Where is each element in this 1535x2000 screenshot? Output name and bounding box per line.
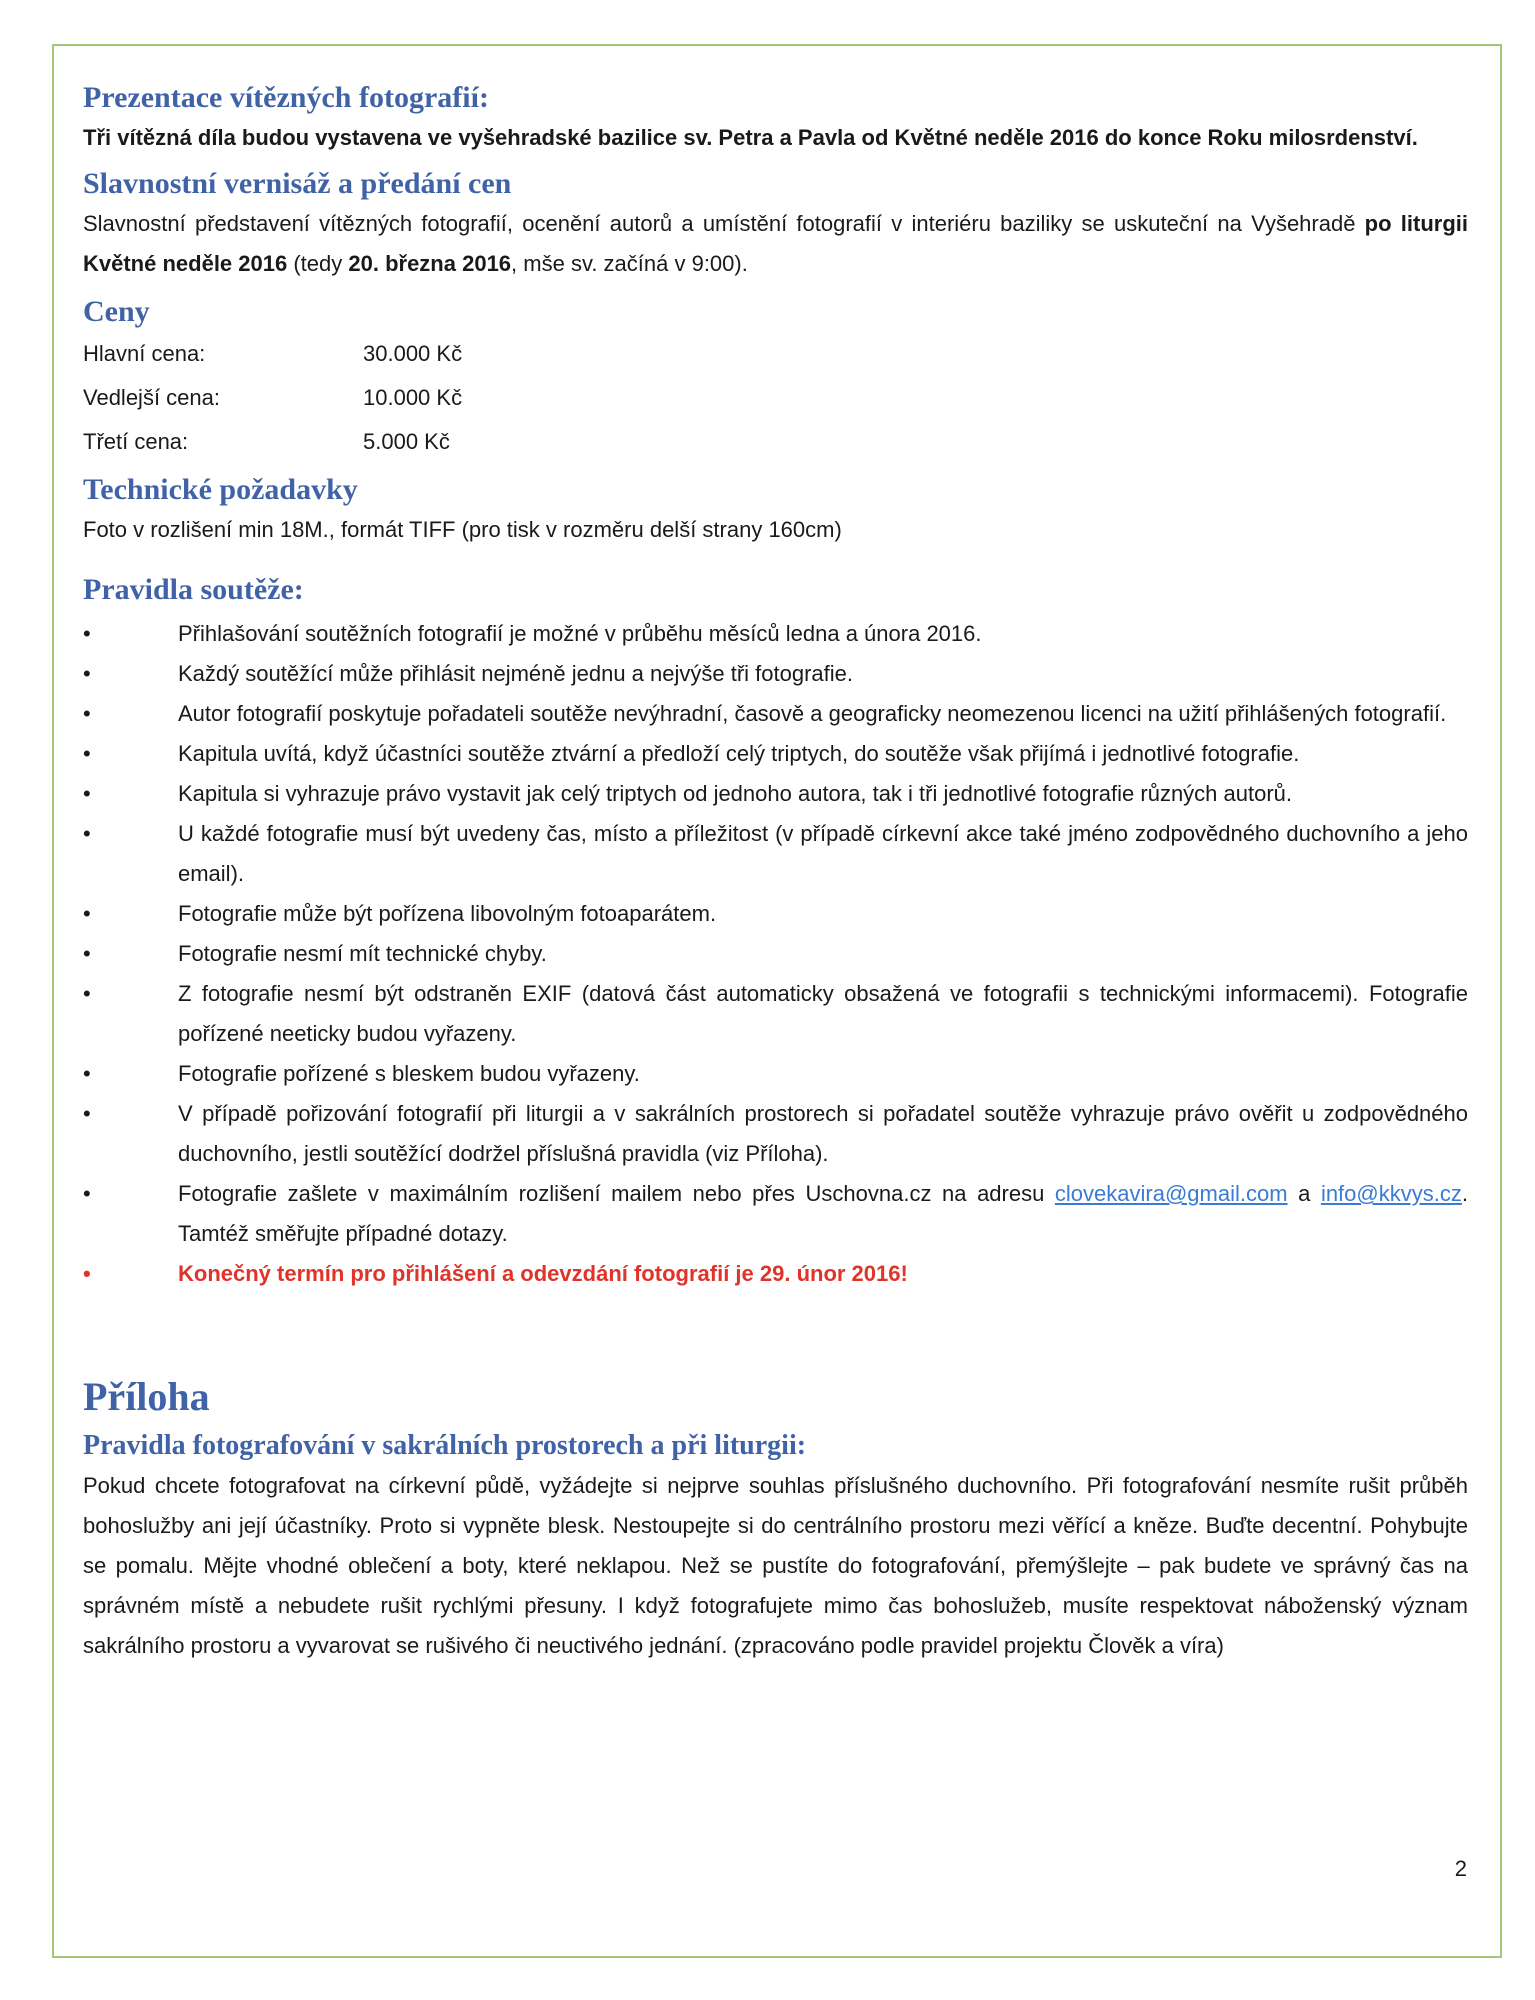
- appendix-text: Pokud chcete fotografovat na církevní půdě, vyžádejte si nejprve souhlas příslušného duchovního. Při fotografování nesmíte rušit průběh bohoslužby ani její účastníky. Proto si vypněte blesk. Nestoupejte si do centrálního prostoru mezi věřící a kněze. Buďte decentní. Pohybujte se pomalu. Mějte vhodné oblečení a boty, které neklapou. Než se pustíte do fotografování, přemýšlejte – pak budete ve správný čas na správném místě a nebudete rušit rychlými přesuny. I když fotografujete mimo čas bohoslužeb, musíte respektovat náboženský význam sakrálního prostoru a vyvarovat se rušivého či neuctivého jednání. (zpracováno podle pravidel projektu Člověk a víra): [83, 1473, 1468, 1658]
- prize-label: Třetí cena:: [83, 429, 189, 454]
- prize-value: 30.000 Kč: [363, 341, 463, 366]
- prize-row: [83, 332, 1468, 376]
- contact-text-c: . Tamtéž směřujte případné dotazy.: [178, 1181, 1468, 1246]
- list-item: • Fotografie nesmí mít technické chyby.: [83, 934, 1468, 974]
- presentation-heading: Prezentace vítězných fotografií:: [83, 81, 489, 114]
- vernissage-heading: Slavnostní vernisáž a předání cen: [83, 167, 512, 200]
- vernissage-text: [83, 204, 1468, 284]
- tech-heading: Technické požadavky: [83, 473, 358, 506]
- rules-heading: Pravidla soutěže:: [83, 573, 304, 606]
- list-item: • Každý soutěžící může přihlásit nejméně jednu a nejvýše tři fotografie.: [83, 654, 1468, 694]
- rules-list: [83, 614, 1468, 1294]
- list-item: • Přihlašování soutěžních fotografií je možné v průběhu měsíců ledna a února 2016.: [83, 614, 1468, 654]
- prize-value: 10.000 Kč: [363, 385, 463, 410]
- list-item-contact: [83, 1174, 1468, 1254]
- list-item: • Autor fotografií poskytuje pořadateli soutěže nevýhradní, časově a geograficky neomezenou licenci na užití přihlášených fotografií.: [83, 694, 1468, 734]
- presentation-text: Tři vítězná díla budou vystavena ve vyšehradské bazilice sv. Petra a Pavla od Květné neděle 2016 do konce Roku milosrdenství.: [83, 125, 1418, 150]
- list-item: • Z fotografie nesmí být odstraněn EXIF (datová část automaticky obsažená ve fotografii s technickými informacemi). Fotografie pořízené neeticky budou vyřazeny.: [83, 974, 1468, 1054]
- list-item: • Fotografie může být pořízena libovolným fotoaparátem.: [83, 894, 1468, 934]
- prize-label: Vedlejší cena:: [83, 385, 220, 410]
- list-item: • U každé fotografie musí být uvedeny čas, místo a příležitost (v případě církevní akce také jméno zodpovědného duchovního a jeho email).: [83, 814, 1468, 894]
- list-item: • V případě pořizování fotografií při liturgii a v sakrálních prostorech si pořadatel soutěže vyhrazuje právo ověřit u zodpovědného duchovního, jestli soutěžící dodržel příslušná pravidla (viz Příloha).: [83, 1094, 1468, 1174]
- list-item: • Fotografie pořízené s bleskem budou vyřazeny.: [83, 1054, 1468, 1094]
- prize-value: 5.000 Kč: [363, 429, 450, 454]
- email-link-kkvys[interactable]: info@kkvys.cz: [1320, 1181, 1462, 1206]
- appendix-heading: Pravidla fotografování v sakrálních prostorech a při liturgii:: [83, 1430, 807, 1461]
- deadline-item: • Konečný termín pro přihlášení a odevzdání fotografií je 29. únor 2016!: [83, 1254, 1468, 1294]
- tech-text: Foto v rozlišení min 18M., formát TIFF (pro tisk v rozměru delší strany 160cm): [83, 517, 842, 542]
- vernissage-text-a: Slavnostní představení vítězných fotografií, ocenění autorů a umístění fotografií v interiéru baziliky se uskuteční na Vyšehradě: [83, 211, 1365, 236]
- list-item: • Kapitula uvítá, když účastníci soutěže ztvární a předloží celý triptych, do soutěže však přijímá i jednotlivé fotografie.: [83, 734, 1468, 774]
- page-number: 2: [1454, 1856, 1467, 1881]
- page-content: [83, 78, 1468, 1666]
- email-link-clovekavira[interactable]: clovekavira@gmail.com: [1054, 1181, 1288, 1206]
- vernissage-date: 20. března 2016: [348, 251, 512, 276]
- contact-text-a: Fotografie zašlete v maximálním rozlišení mailem nebo přes Uschovna.cz na adresu: [178, 1181, 1055, 1206]
- vernissage-text-c: (tedy: [287, 251, 349, 276]
- prizes-table: [83, 332, 1468, 464]
- prize-row: [83, 376, 1468, 420]
- vernissage-date-liturgy: po liturgii Květné neděle 2016: [83, 211, 1468, 276]
- vernissage-text-e: , mše sv. začíná v 9:00).: [511, 251, 748, 276]
- prize-row: [83, 420, 1468, 464]
- contact-text-b: a: [1287, 1181, 1321, 1206]
- appendix-title: Příloha: [83, 1374, 210, 1419]
- prize-label: Hlavní cena:: [83, 341, 206, 366]
- prizes-heading: Ceny: [83, 295, 150, 328]
- list-item: • Kapitula si vyhrazuje právo vystavit jak celý triptych od jednoho autora, tak i tři jednotlivé fotografie různých autorů.: [83, 774, 1468, 814]
